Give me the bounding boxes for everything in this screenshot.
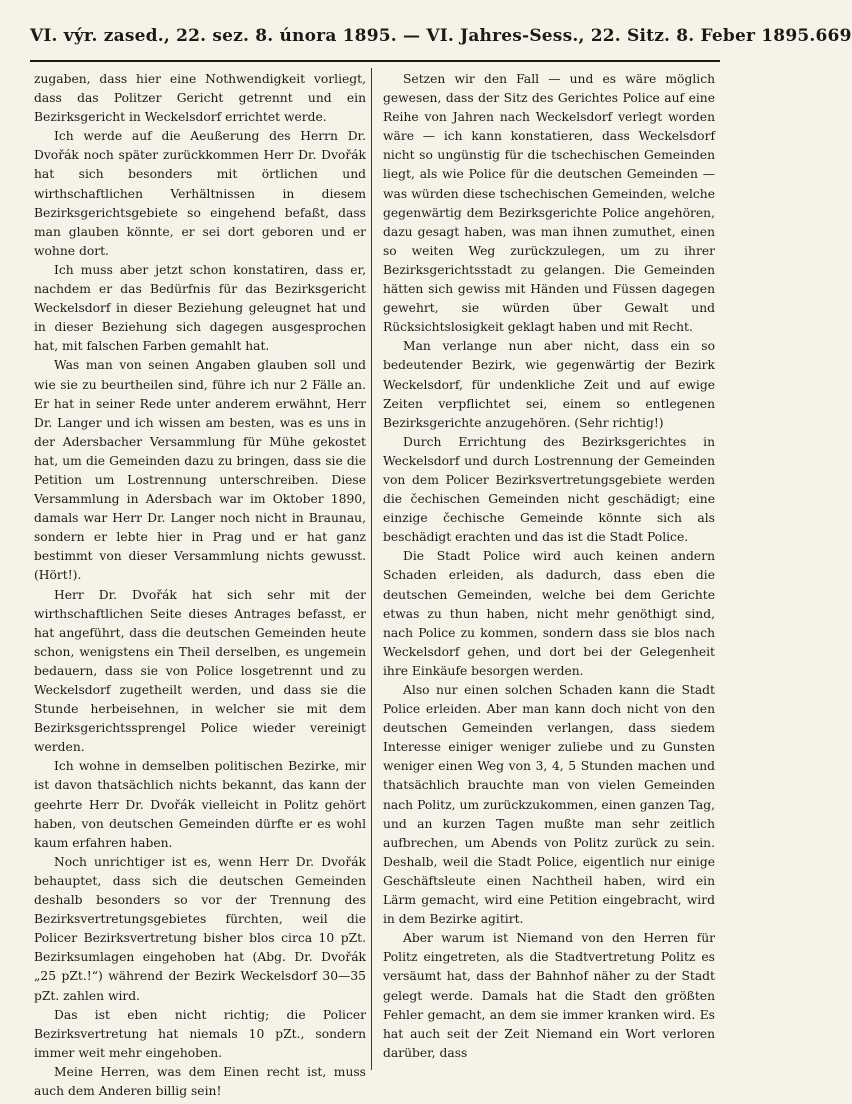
page-number: 669 xyxy=(815,26,852,46)
paragraph: Setzen wir den Fall — und es wäre möglich gewesen, dass der Sitz des Gerichtes Police auf eine Reihe von Jahren nach Weckelsdorf verlegt worden wäre — ich kann konstatieren, dass Weckelsdorf nicht so ungünstig für die tschechischen Gemeinden liegt, als wie Police für die deutschen Gemeinden — was würden diese tschechischen Gemeinden, welche gegenwärtig dem Bezirksgerichte Police angehören, dazu gesagt haben, was man ihnen zumuthet, einen so weiten Weg zurückzulegen, um zu ihrer Bezirksgerichtsstadt zu gelangen. Die Gemeinden hätten sich gewiss mit Händen und Füssen dagegen gewehrt, sie würden über Gewalt und Rücksichtslosigkeit geklagt haben und mit Recht. xyxy=(383,72,715,335)
paragraph: Noch unrichtiger ist es, wenn Herr Dr. Dvořák behauptet, dass sich die deutschen Gemeinden deshalb besonders so vor der Trennung des Bezirksvertretungsgebietes fürchten, weil die Policer Bezirksvertretung bisher blos circa 10 pZt. Bezirksumlagen eingehoben hat (Abg. Dr. Dvořák „25 pZt.!“) während der Bezirk Weckelsdorf 30—35 pZt. zahlen wird. xyxy=(34,854,366,1003)
paragraph: Das ist eben nicht richtig; die Policer Bezirksvertretung hat niemals 10 pZt., sondern immer weit mehr eingehoben. xyxy=(34,1007,366,1060)
paragraph: Man verlange nun aber nicht, dass ein so bedeutender Bezirk, wie gegenwärtig der Bezirk Weckelsdorf, für undenkliche Zeit und auf ewige Zeiten verpflichtet sei, einem so entlegenen Bezirksgerichte anzugehören. (Sehr richtig!) xyxy=(383,339,715,430)
paragraph: Die Stadt Police wird auch keinen andern Schaden erleiden, als dadurch, dass eben die deutschen Gemeinden, welche bei dem Gerichte etwas zu thun haben, nicht mehr genöthigt sind, nach Police zu kommen, sondern dass sie blos nach Weckelsdorf gehen, und dort bei der Gelegenheit ihre Einkäufe besorgen werden. xyxy=(383,549,715,678)
paragraph: Meine Herren, was dem Einen recht ist, muss auch dem Anderen billig sein! xyxy=(34,1064,366,1098)
header-rule xyxy=(30,60,720,62)
paragraph: Was man von seinen Angaben glauben soll und wie sie zu beurtheilen sind, führe ich nur 2 Fälle an. Er hat in seiner Rede unter anderem erwähnt, Herr Dr. Langer und ich wissen am besten, was es uns in der Adersbacher Versammlung für Mühe gekostet hat, um die Gemeinden dazu zu bringen, dass sie die Petition um Lostrennung unterschreiben. Diese Versammlung in Adersbach war im Oktober 1890, damals war Herr Dr. Langer noch nicht in Braunau, sondern er lebte hier in Prag und er hat ganz bestimmt von dieser Versammlung nichts gewusst. (Hört!). xyxy=(34,358,366,583)
paragraph: Durch Errichtung des Bezirksgerichtes in Weckelsdorf und durch Lostrennung der Gemeinden von dem Policer Bezirksvertretungsgebiete werden die čechischen Gemeinden nicht geschädigt; eine einzige čechische Gemeinde könnte sich als beschädigt erachten und das ist die Stadt Police. xyxy=(383,434,715,545)
column-divider xyxy=(371,68,372,1070)
right-column xyxy=(383,70,715,1063)
paragraph: Aber warum ist Niemand von den Herren für Politz eingetreten, als die Stadtvertretung Politz es versäumt hat, dass der Bahnhof näher zu der Stadt gelegt werde. Damals hat die Stadt den größten Fehler gemacht, an dem sie immer kranken wird. Es hat auch seit der Zeit Niemand ein Wort verloren darüber, dass xyxy=(383,931,715,1060)
paragraph: Ich werde auf die Aeußerung des Herrn Dr. Dvořák noch später zurückkommen Herr Dr. Dvořák hat sich besonders mit örtlichen und wirthschaftlichen Verhältnissen in diesem Bezirksgerichtsgebiete so eingehend befaßt, dass man glauben könnte, er sei dort geboren und er wohne dort. xyxy=(34,129,366,258)
left-column xyxy=(34,70,366,1101)
paragraph: Also nur einen solchen Schaden kann die Stadt Police erleiden. Aber man kann doch nicht von den deutschen Gemeinden verlangen, dass siedem Interesse einiger weniger zuliebe und zu Gunsten weniger einen Weg von 3, 4, 5 Stunden machen und thatsächlich brauchte man von vielen Gemeinden nach Politz, um zurückzukommen, einen ganzen Tag, und an kurzen Tagen mußte man sehr zeitlich aufbrechen, um Abends von Politz zurück zu sein. Deshalb, weil die Stadt Police, eigentlich nur einige Geschäftsleute einen Nachtheil haben, wird ein Lärm gemacht, wird eine Petition eingebracht, wird in dem Bezirke agitirt. xyxy=(383,683,715,927)
paragraph: zugaben, dass hier eine Nothwendigkeit vorliegt, dass das Politzer Gericht getrennt und ein Bezirksgericht in Weckelsdorf errichtet werde. xyxy=(34,72,366,125)
paragraph: Herr Dr. Dvořák hat sich sehr mit der wirthschaftlichen Seite dieses Antrages befasst, er hat angeführt, dass die deutschen Gemeinden heute schon, wenigstens ein Theil derselben, es ungemein bedauern, dass sie von Police losgetrennt und zu Weckelsdorf zugetheilt werden, und dass sie die Stunde herbeisehnen, in welcher sie mit dem Bezirksgerichtssprengel Police wieder vereinigt werden. xyxy=(34,587,366,755)
running-head: VI. výr. zased., 22. sez. 8. února 1895. — VI. Jahres-Sess., 22. Sitz. 8. Feber 1895. xyxy=(30,26,816,46)
page-header xyxy=(30,16,852,56)
paragraph: Ich wohne in demselben politischen Bezirke, mir ist davon thatsächlich nichts bekannt, das kann der geehrte Herr Dr. Dvořák vielleicht in Politz gehört haben, von deutschen Gemeinden dürfte er es wohl kaum erfahren haben. xyxy=(34,759,366,850)
paragraph: Ich muss aber jetzt schon konstatiren, dass er, nachdem er das Bedürfnis für das Bezirksgericht Weckelsdorf in dieser Beziehung geleugnet hat und in dieser Beziehung sich dagegen ausgesprochen hat, mit falschen Farben gemahlt hat. xyxy=(34,262,366,354)
